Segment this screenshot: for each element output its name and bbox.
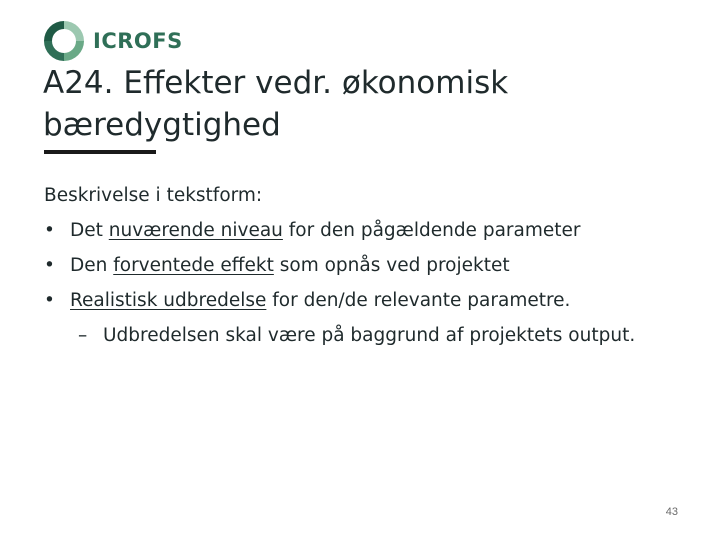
icrofs-logo: [41, 18, 183, 64]
underlined-term: Realistisk udbredelse: [70, 290, 267, 311]
sub-bullet-marker: –: [78, 325, 88, 346]
recycle-arrows-logo-icon: [41, 18, 87, 64]
slide-title: A24. Effekter vedr. økonomisk bæredygtighed: [43, 65, 509, 143]
underlined-term: nuværende niveau: [108, 220, 283, 241]
bullet-item: [44, 248, 694, 283]
bullet-marker: •: [44, 255, 55, 276]
bullet-text: Den forventede effekt som opnås ved projektet: [70, 255, 510, 276]
logo-text: ICROFS: [93, 29, 183, 53]
title-underline-divider: [44, 150, 156, 154]
sub-bullet-text: Udbredelsen skal være på baggrund af projektets output.: [103, 325, 636, 346]
intro-text: Beskrivelse i tekstform:: [44, 185, 263, 206]
underlined-term: forventede effekt: [113, 255, 274, 276]
bullet-text: Det nuværende niveau for den pågældende parameter: [70, 220, 581, 241]
bullet-text: Realistisk udbredelse for den/de relevante parametre.: [70, 290, 571, 311]
sub-bullet-item: [44, 318, 694, 353]
bullet-marker: •: [44, 220, 55, 241]
bullet-marker: •: [44, 290, 55, 311]
page-number: 43: [665, 506, 678, 518]
slide-body: [44, 178, 694, 353]
bullet-item: [44, 213, 694, 248]
bullet-item: [44, 283, 694, 318]
